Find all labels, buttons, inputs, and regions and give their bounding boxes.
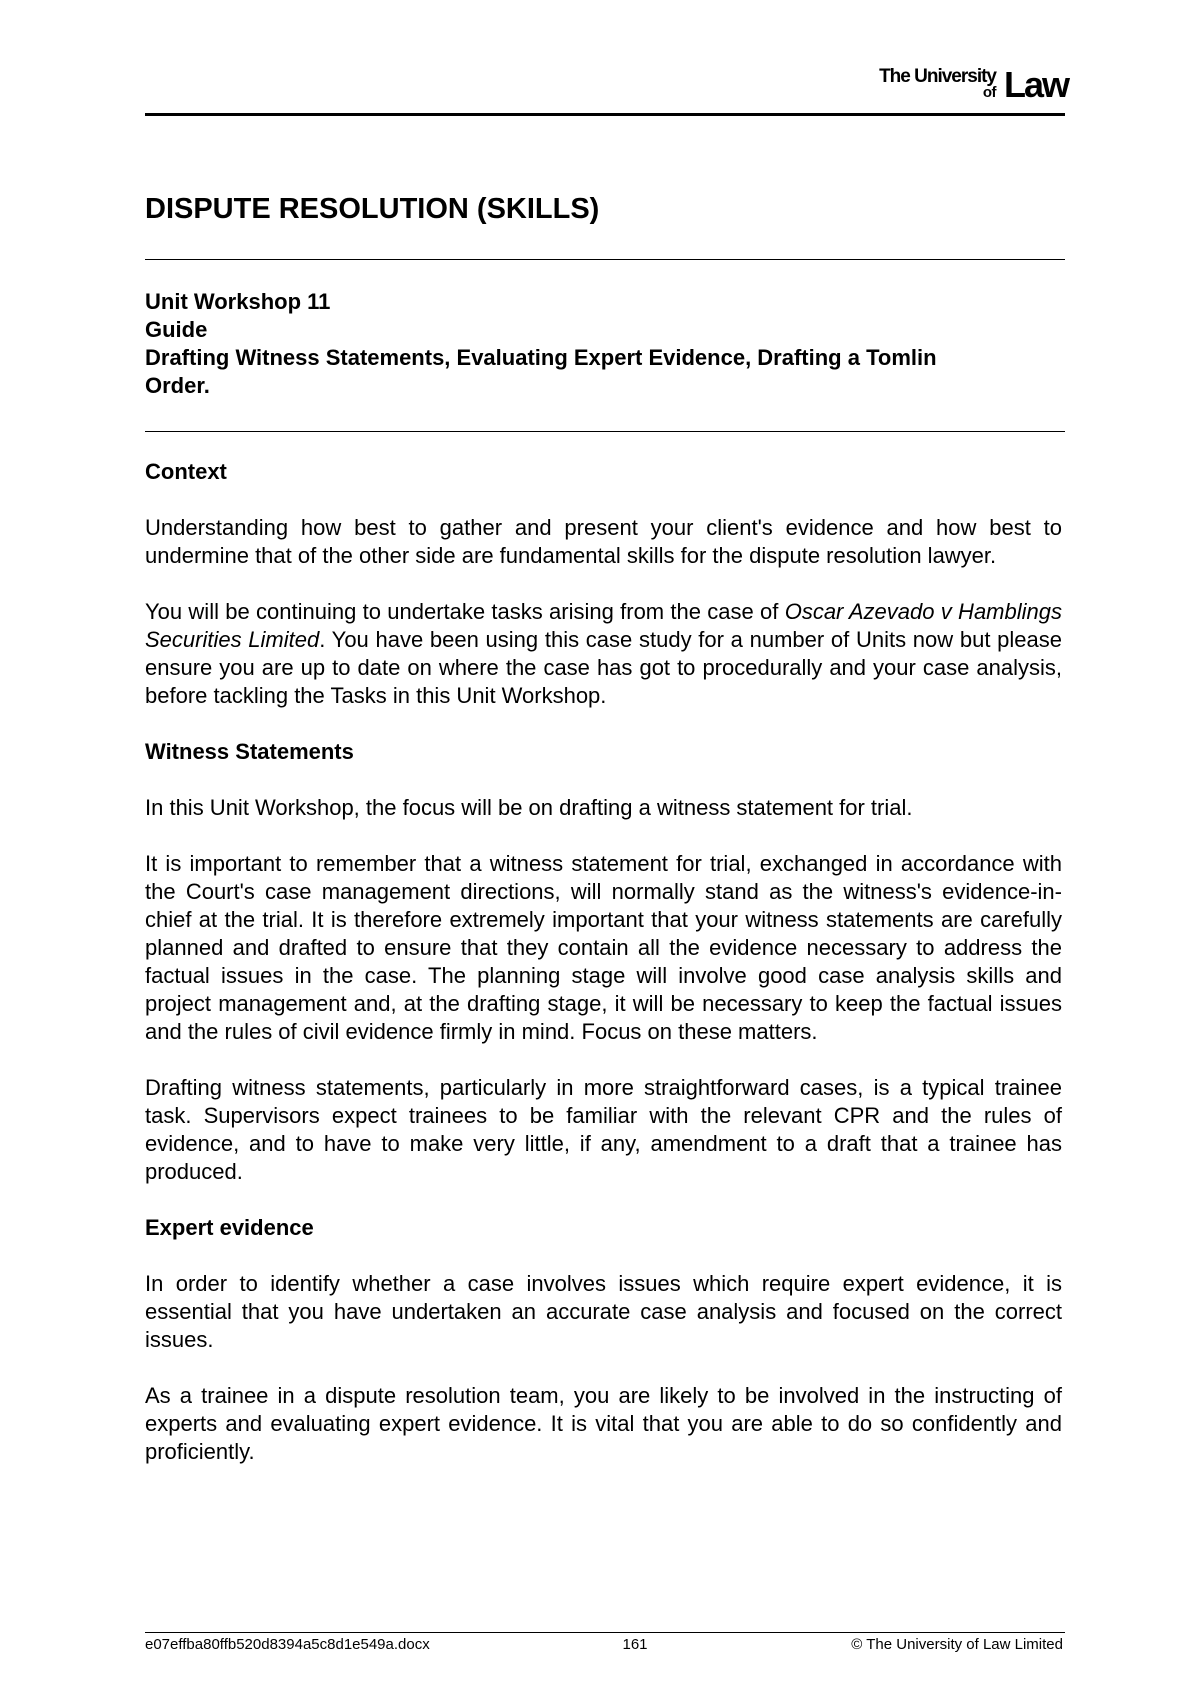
expert-paragraph-1: In order to identify whether a case involves issues which require expert evidence, it is essential that you have undertaken an accurate case analysis and focused on the correct issues. [145, 1271, 1062, 1352]
footer-filename: e07effba80ffb520d8394a5c8d1e549a.docx [145, 1636, 430, 1653]
unit-heading-block [145, 288, 1065, 400]
guide-label: Guide [145, 317, 208, 342]
logo-text-of: of [982, 84, 996, 101]
logo-text-law: Law [1003, 64, 1068, 105]
page-footer [145, 1636, 1065, 1656]
unit-subtitle-line2: Order. [145, 373, 210, 398]
unit-divider [145, 431, 1065, 432]
unit-subtitle-line1: Drafting Witness Statements, Evaluating Expert Evidence, Drafting a Tomlin [145, 345, 937, 370]
context-p2-after: . You have been using this case study for a number of Units now but please ensure you are up to date on where the case has got to procedurally and your case analysis, before tackling the Tasks in this Unit Workshop. [145, 627, 1062, 708]
logo-text-university: The University [879, 66, 996, 87]
expert-evidence-heading: Expert evidence [145, 1215, 314, 1240]
university-of-law-logo [858, 64, 1068, 108]
footer-copyright: © The University of Law Limited [851, 1636, 1063, 1653]
witness-paragraph-3: Drafting witness statements, particularly in more straightforward cases, is a typical trainee task. Supervisors expect trainees to be familiar with the relevant CPR and the rules of evidence, and to have to make very little, if any, amendment to a draft that a trainee has produced. [145, 1075, 1062, 1184]
witness-paragraph-1: In this Unit Workshop, the focus will be on drafting a witness statement for trial. [145, 795, 913, 820]
expert-paragraph-2: As a trainee in a dispute resolution team, you are likely to be involved in the instructing of experts and evaluating expert evidence. It is vital that you are able to do so confidently and proficiently. [145, 1383, 1062, 1464]
page-title: DISPUTE RESOLUTION (SKILLS) [145, 193, 600, 225]
context-heading: Context [145, 459, 227, 484]
title-divider [145, 259, 1065, 260]
context-p2-before: You will be continuing to undertake tasks arising from the case of [145, 599, 785, 624]
context-paragraph-2 [145, 598, 1062, 710]
footer-page-number: 161 [622, 1636, 648, 1653]
case-name: Oscar Azevado v Hamblings Securities Limited [145, 599, 1062, 652]
witness-paragraph-2: It is important to remember that a witness statement for trial, exchanged in accordance with the Court's case management directions, will normally stand as the witness's evidence-in-chief at the trial. It is therefore extremely important that your witness statements are carefully planned and drafted to ensure that they contain all the evidence necessary to address the factual issues in the case. The planning stage will involve good case analysis skills and project management and, at the drafting stage, it will be necessary to keep the factual issues and the rules of civil evidence firmly in mind. Focus on these matters. [145, 851, 1062, 1044]
witness-statements-heading: Witness Statements [145, 739, 354, 764]
header-divider [145, 113, 1065, 116]
unit-number: Unit Workshop 11 [145, 289, 331, 314]
document-body [145, 458, 1062, 1466]
footer-divider [145, 1632, 1065, 1633]
context-paragraph-1: Understanding how best to gather and present your client's evidence and how best to undermine that of the other side are fundamental skills for the dispute resolution lawyer. [145, 515, 1062, 568]
